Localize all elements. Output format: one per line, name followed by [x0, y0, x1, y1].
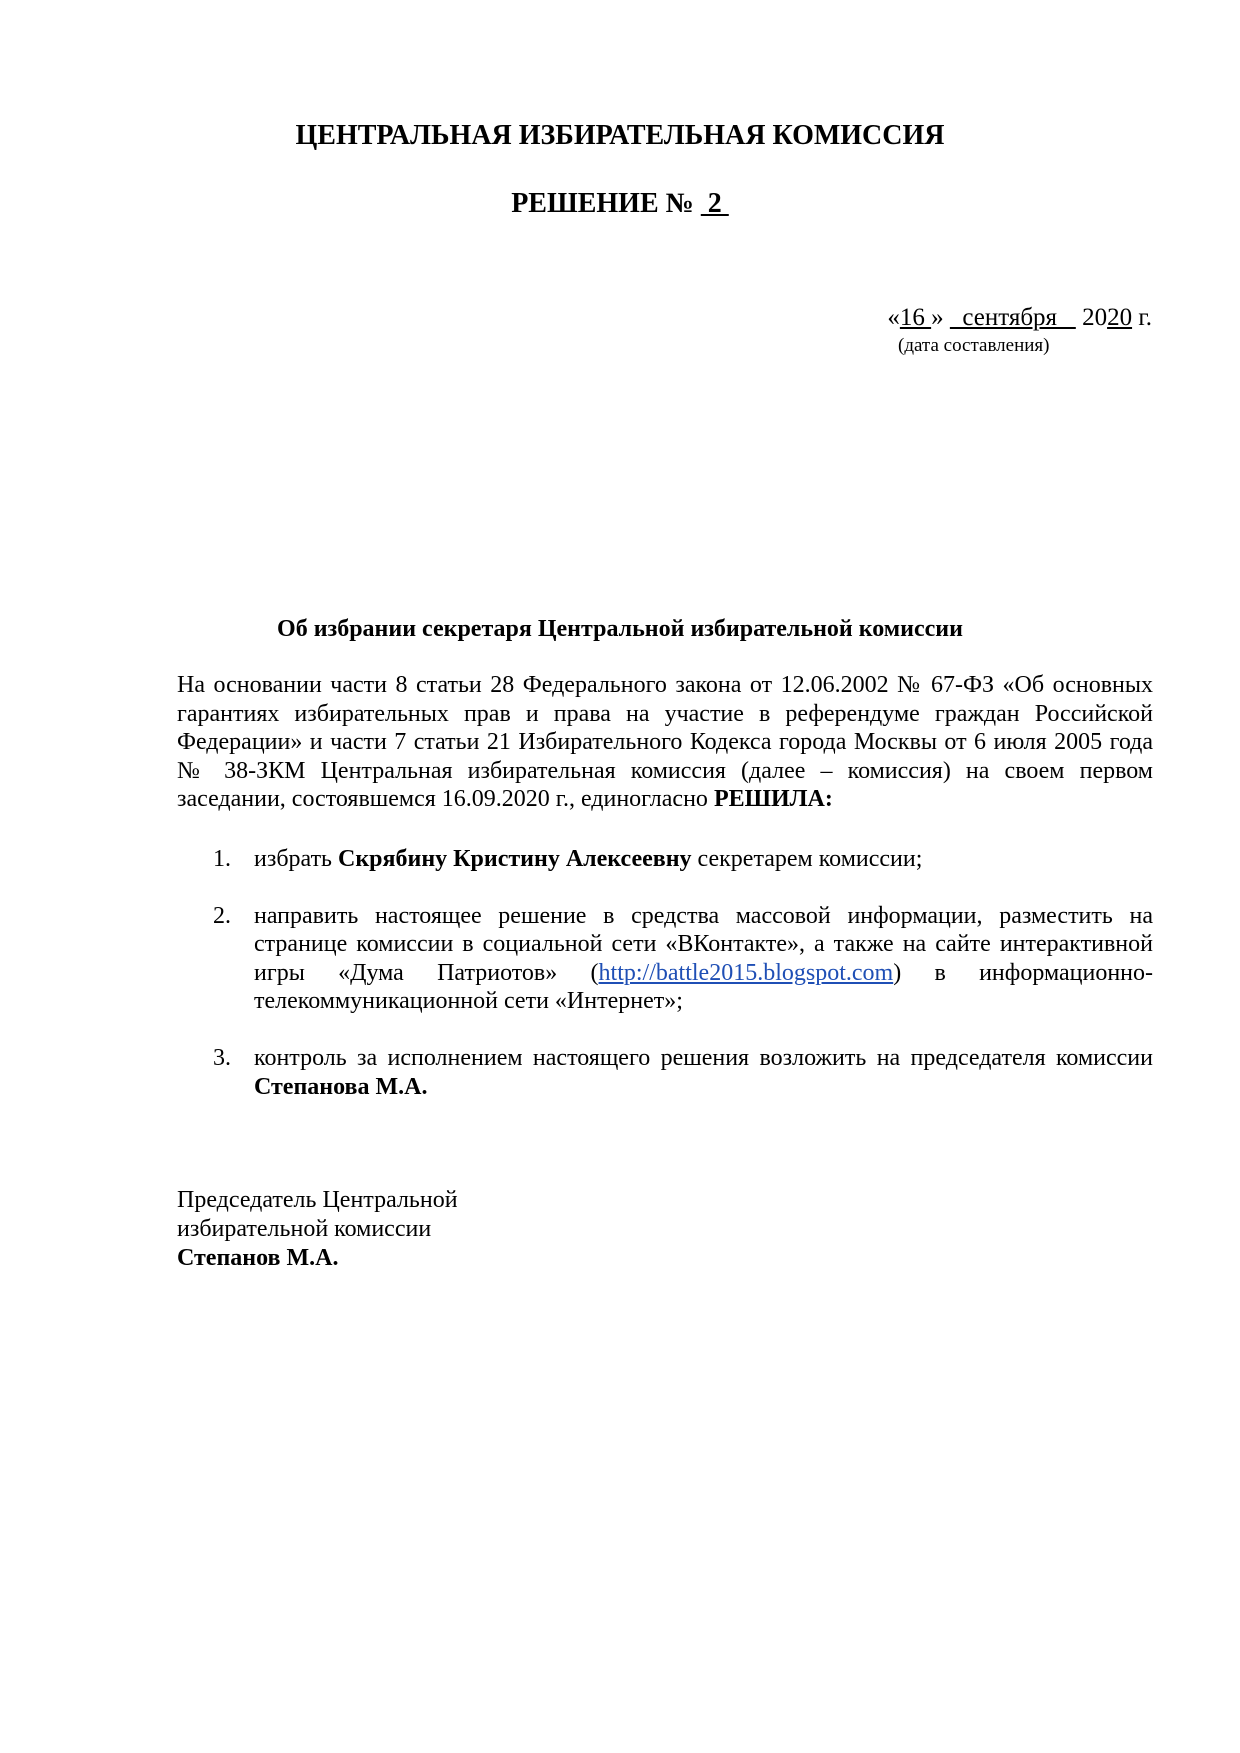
signature-block: [177, 1186, 458, 1273]
list-item: [177, 902, 1153, 1016]
list-item-number: 2.: [213, 902, 231, 929]
date-open-quote: «: [887, 304, 900, 331]
date-year-unit: г.: [1132, 304, 1152, 331]
resolved-word: РЕШИЛА:: [713, 786, 833, 813]
list-item-text: избрать: [254, 846, 338, 872]
decision-items-list: [177, 845, 1153, 1129]
signature-position-line2: избирательной комиссии: [177, 1216, 432, 1242]
signature-name: Степанов М.А.: [177, 1245, 339, 1271]
decision-prefix: РЕШЕНИЕ №: [511, 188, 701, 219]
organization-title: ЦЕНТРАЛЬНАЯ ИЗБИРАТЕЛЬНАЯ КОМИССИЯ: [295, 120, 945, 151]
decision-number: 2: [700, 188, 729, 219]
list-item: [177, 1044, 1153, 1101]
preamble-paragraph: [177, 671, 1153, 814]
secretary-name: Скрябину Кристину Алексеевну: [338, 846, 692, 872]
list-item-text: секретарем комиссии;: [691, 846, 923, 872]
list-item-number: 3.: [213, 1044, 231, 1071]
signature-position-line1: Председатель Центральной: [177, 1187, 458, 1213]
decision-date: [887, 303, 1152, 333]
list-item-text: контроль за исполнением настоящего решения возложить на председателя комиссии: [254, 1044, 1153, 1071]
date-year-prefix: 20: [1075, 304, 1108, 331]
date-caption: (дата составления): [898, 335, 1050, 356]
decision-title: [0, 187, 1240, 221]
blog-link[interactable]: http://battle2015.blogspot.com: [598, 959, 894, 986]
preamble-text: На основании части 8 статьи 28 Федерального закона от 12.06.2002 № 67-ФЗ «Об основных гарантиях избирательных прав и права на участие в референдуме граждан Российской Федерации» и части 7 статьи 21 Избирательного Кодекса города Москвы от 6 июля 2005 года № 38-ЗКМ Центральная избирательная комиссия (далее – комиссия) на своем первом заседании, состоявшемся 16.09.2020 г., единогласно: [177, 672, 1153, 813]
date-close-quote: »: [931, 304, 950, 331]
list-item-text: направить настоящее решение в средства массовой информации, разместить на странице комиссии в социальной сети «ВКонтакте», а также на сайте интерактивной игры «Дума Патриотов» (: [254, 902, 1153, 986]
list-item-number: 1.: [213, 846, 231, 872]
decision-subject: Об избрании секретаря Центральной избирательной комиссии: [277, 616, 963, 642]
list-item-text: ) в информационно-телекоммуникационной сети «Интернет»;: [254, 959, 1153, 1015]
date-month: сентября: [949, 304, 1076, 331]
chairman-name: Степанова М.А.: [254, 1073, 428, 1100]
list-item: [177, 845, 1153, 874]
date-year-suffix: 20: [1107, 304, 1133, 331]
date-day: 16: [899, 304, 932, 331]
